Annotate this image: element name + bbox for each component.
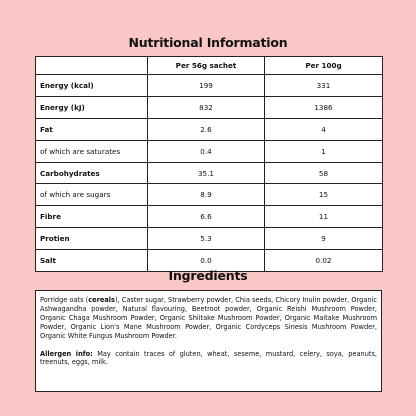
ingredients-box — [35, 290, 382, 392]
nutrition-row — [36, 75, 383, 97]
value-per-100g: 4 — [265, 118, 383, 140]
allergen-text: May contain traces of gluten, wheat, seseme, mustard, celery, soya, peanuts, treenuts, eggs, milk. — [40, 349, 377, 367]
nutrition-title: Nutritional Information — [128, 35, 288, 50]
ingredients-list — [40, 296, 377, 341]
nutrient-label: of which are saturates — [36, 140, 148, 162]
nutrition-row — [36, 118, 383, 140]
value-per-sachet: 832 — [148, 96, 265, 118]
nutrition-header-row — [36, 57, 383, 75]
value-per-sachet: 5.3 — [148, 228, 265, 250]
ingredients-text-rest: ), Caster sugar, Strawberry powder, Chia seeds, Chicory Inulin powder, Organic Ashwagandha powder, Natural flavouring, Beetroot powder, Organic Reishi Mushroom Powder, Organic Chaga Mushroom Powder, Organic Shiitake Mushroom Powder, Organic Maitake Mushroom Powder, Organic Lion's Mane Mushroom Powder, Organic Cordyceps Sinesis Mushroom Powder, Organic White Fungus Mushroom Powder. — [40, 296, 378, 340]
value-per-100g: 1386 — [265, 96, 383, 118]
nutrient-label: Energy (kcal) — [36, 75, 148, 97]
value-per-100g: 15 — [265, 184, 383, 206]
header-per-sachet: Per 56g sachet — [148, 57, 265, 75]
value-per-sachet: 6.6 — [148, 206, 265, 228]
header-per-100g: Per 100g — [265, 57, 383, 75]
nutrient-label: Protien — [36, 228, 148, 250]
header-nutrient — [36, 57, 148, 75]
value-per-100g: 331 — [265, 75, 383, 97]
ingredients-title: Ingredients — [168, 268, 248, 283]
ingredients-text-start: Porridge oats ( — [40, 296, 89, 304]
value-per-100g: 58 — [265, 162, 383, 184]
nutrition-row — [36, 184, 383, 206]
value-per-sachet: 0.4 — [148, 140, 265, 162]
nutrient-label: Salt — [36, 250, 148, 272]
nutrient-label: of which are sugars — [36, 184, 148, 206]
nutrition-row — [36, 96, 383, 118]
value-per-sachet: 35.1 — [148, 162, 265, 184]
value-per-sachet: 0.0 — [148, 250, 265, 272]
nutrient-label: Fibre — [36, 206, 148, 228]
nutrition-row — [36, 228, 383, 250]
value-per-100g: 11 — [265, 206, 383, 228]
nutrient-label: Carbohydrates — [36, 162, 148, 184]
value-per-sachet: 199 — [148, 75, 265, 97]
ingredients-bold-word: cereals — [88, 296, 115, 304]
allergen-label: Allergen info: — [40, 349, 93, 358]
nutrition-row — [36, 140, 383, 162]
nutrient-label: Energy (kJ) — [36, 96, 148, 118]
nutrient-label: Fat — [36, 118, 148, 140]
value-per-100g: 9 — [265, 228, 383, 250]
allergen-info — [40, 350, 377, 368]
value-per-100g: 1 — [265, 140, 383, 162]
nutrition-table — [35, 56, 383, 272]
nutrition-row — [36, 162, 383, 184]
value-per-sachet: 2.6 — [148, 118, 265, 140]
value-per-100g: 0.02 — [265, 250, 383, 272]
nutrition-row — [36, 206, 383, 228]
value-per-sachet: 8.9 — [148, 184, 265, 206]
